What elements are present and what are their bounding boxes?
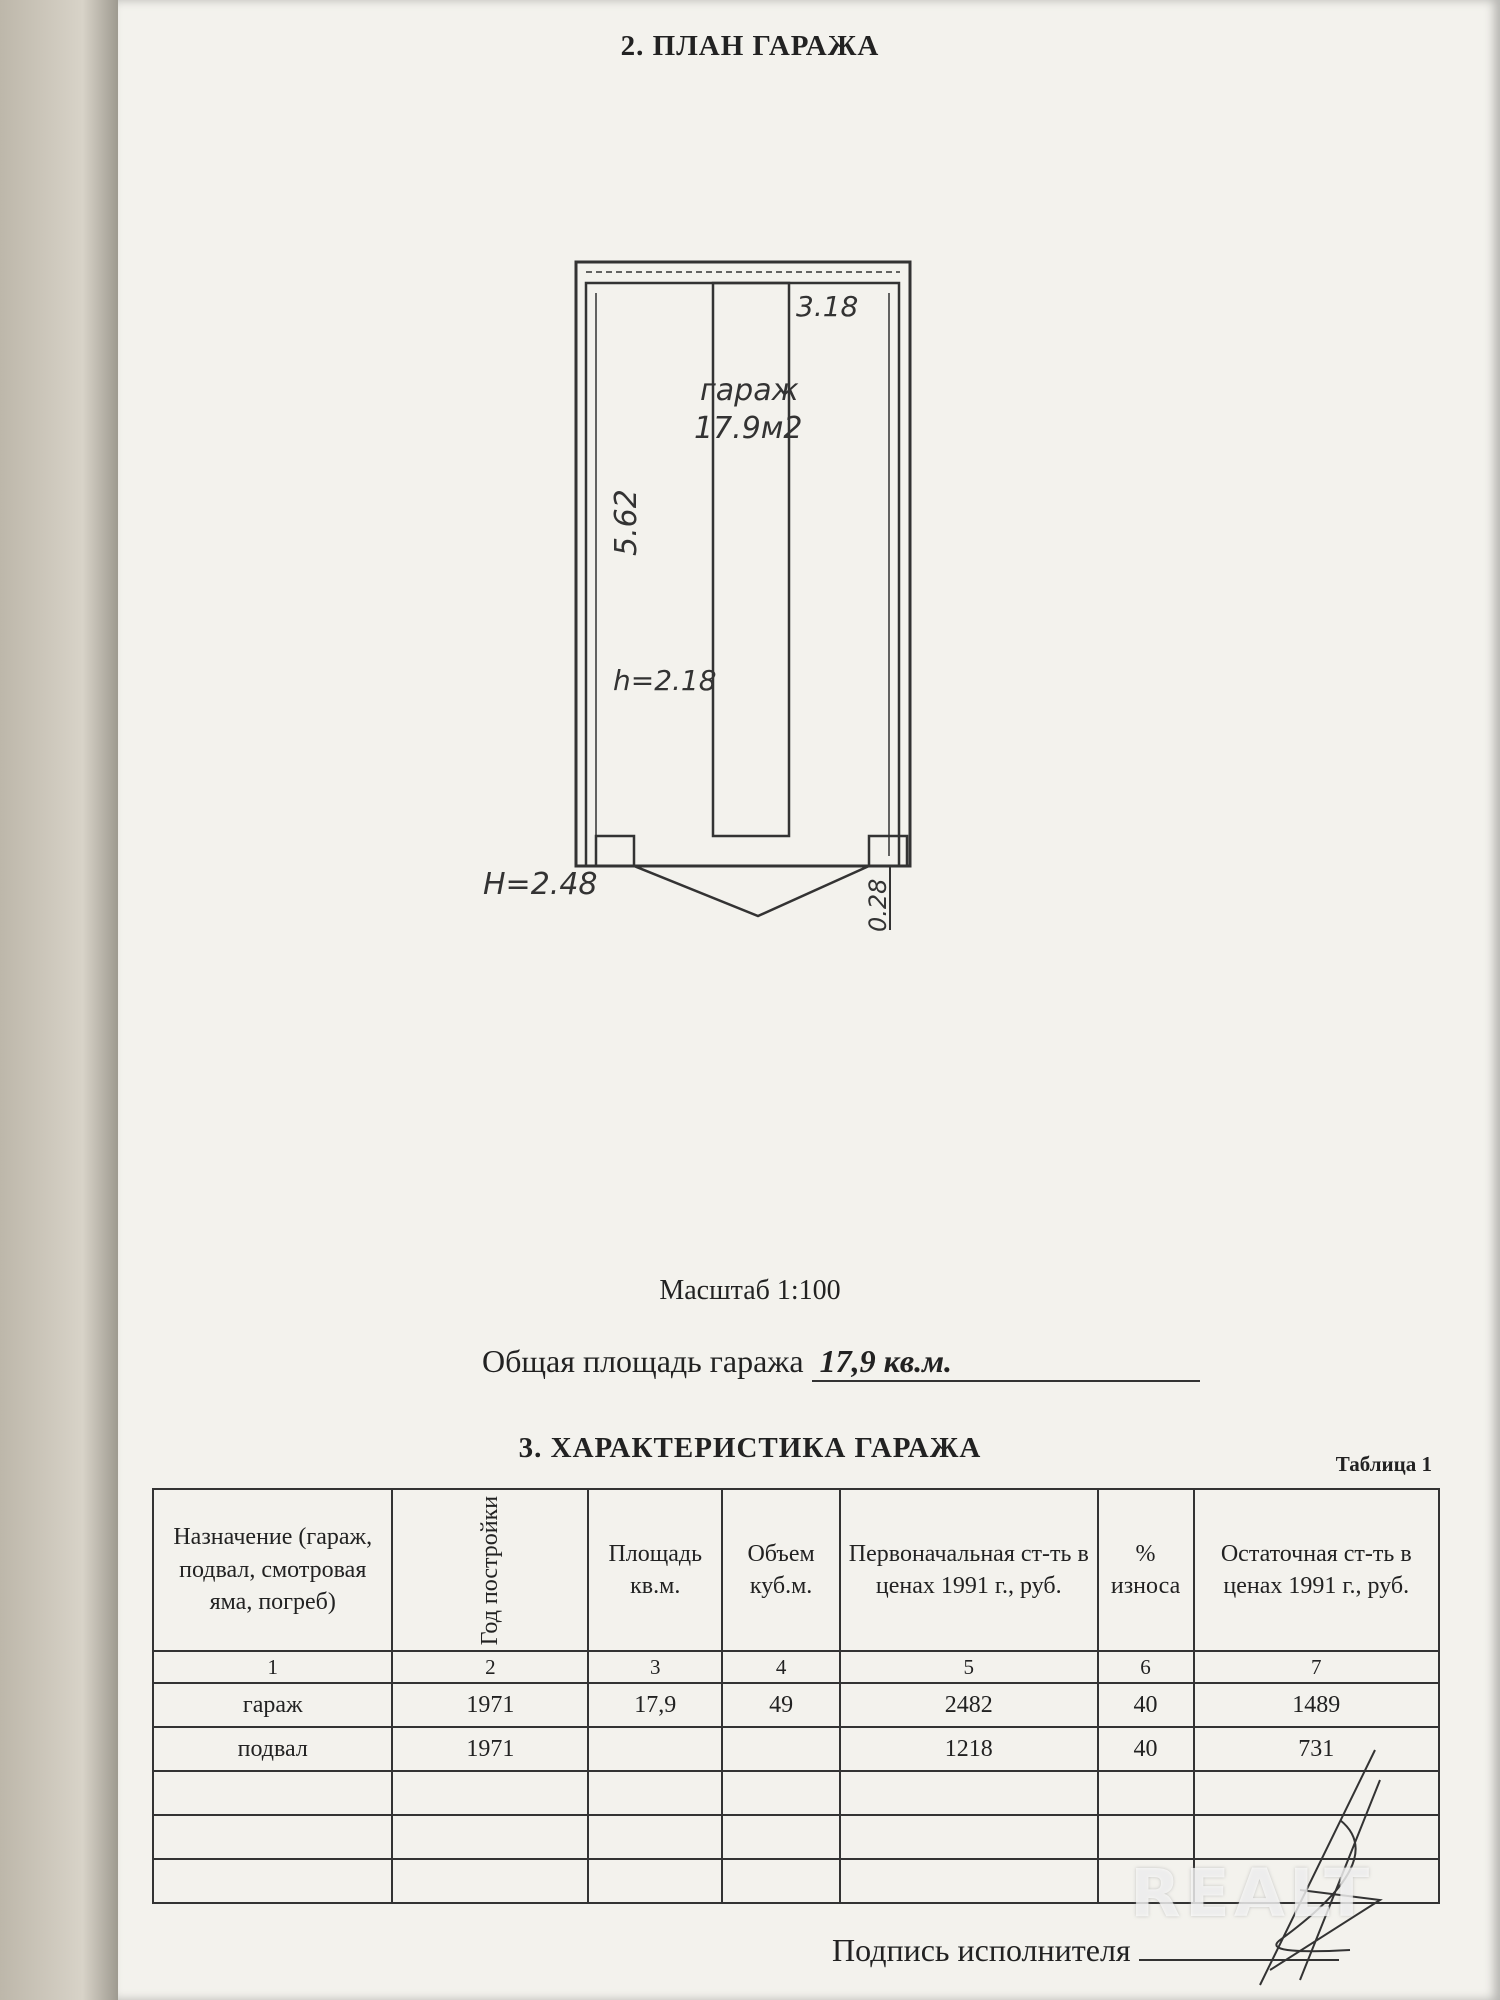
column-number: 7 bbox=[1194, 1651, 1439, 1683]
signature-underline bbox=[1139, 1959, 1339, 1961]
table-cell bbox=[840, 1771, 1098, 1815]
table-cell bbox=[153, 1771, 392, 1815]
signature-line bbox=[832, 1932, 1339, 1969]
table-cell bbox=[392, 1771, 588, 1815]
table-cell bbox=[840, 1859, 1098, 1903]
characteristics-title: 3. ХАРАКТЕРИСТИКА ГАРАЖА bbox=[518, 1432, 982, 1464]
right-column bbox=[869, 836, 907, 866]
column-number-row bbox=[153, 1651, 1439, 1683]
table-cell bbox=[722, 1727, 840, 1771]
table-cell bbox=[153, 1815, 392, 1859]
column-number: 6 bbox=[1098, 1651, 1194, 1683]
total-area-label: Общая площадь гаража bbox=[482, 1343, 804, 1379]
col-header-purpose: Назначение (гараж, подвал, смотровая яма, погреб) bbox=[153, 1489, 392, 1651]
room-area: 17.9м2 bbox=[694, 411, 803, 446]
table-cell: 1218 bbox=[840, 1727, 1098, 1771]
table-cell: 2482 bbox=[840, 1683, 1098, 1727]
col-header-area: Площадь кв.м. bbox=[588, 1489, 722, 1651]
column-number: 3 bbox=[588, 1651, 722, 1683]
table-cell: 17,9 bbox=[588, 1683, 722, 1727]
col-header-year: Год постройки bbox=[392, 1489, 588, 1651]
table-cell bbox=[153, 1859, 392, 1903]
table-cell bbox=[1098, 1815, 1194, 1859]
table-row bbox=[153, 1683, 1439, 1727]
wall-dim: 0.28 bbox=[864, 878, 892, 932]
table-cell bbox=[722, 1859, 840, 1903]
table-cell bbox=[722, 1815, 840, 1859]
table-cell: 40 bbox=[1098, 1727, 1194, 1771]
column-number: 2 bbox=[392, 1651, 588, 1683]
table-cell bbox=[722, 1771, 840, 1815]
table-header-row bbox=[153, 1489, 1439, 1651]
table-cell bbox=[588, 1771, 722, 1815]
signature-label: Подпись исполнителя bbox=[832, 1932, 1131, 1968]
table-cell: 1971 bbox=[392, 1683, 588, 1727]
table-label: Таблица 1 bbox=[1335, 1452, 1432, 1476]
column-number: 1 bbox=[153, 1651, 392, 1683]
inner-height: h=2.18 bbox=[613, 664, 717, 697]
gate-outline bbox=[634, 866, 869, 916]
plan-title: 2. ПЛАН ГАРАЖА bbox=[620, 30, 880, 62]
table-cell bbox=[588, 1815, 722, 1859]
inner-wall bbox=[586, 283, 899, 866]
column-number: 5 bbox=[840, 1651, 1098, 1683]
table-cell: 1489 bbox=[1194, 1683, 1439, 1727]
table-cell: 731 bbox=[1194, 1727, 1439, 1771]
left-column bbox=[596, 836, 634, 866]
table-cell bbox=[588, 1859, 722, 1903]
scale-label: Масштаб 1:100 bbox=[659, 1275, 841, 1306]
column-number: 4 bbox=[722, 1651, 840, 1683]
col-header-wear: % износа bbox=[1098, 1489, 1194, 1651]
outer-height: H=2.48 bbox=[483, 867, 598, 902]
col-header-initial-cost: Первоначальная ст-ть в ценах 1991 г., руб. bbox=[840, 1489, 1098, 1651]
table-cell bbox=[392, 1815, 588, 1859]
width-dim: 3.18 bbox=[796, 290, 859, 323]
col-header-residual-cost: Остаточная ст-ть в ценах 1991 г., руб. bbox=[1194, 1489, 1439, 1651]
table-cell bbox=[392, 1859, 588, 1903]
table-cell bbox=[840, 1815, 1098, 1859]
table-cell: гараж bbox=[153, 1683, 392, 1727]
table-cell: 1971 bbox=[392, 1727, 588, 1771]
inspection-pit bbox=[713, 283, 789, 836]
table-cell: 49 bbox=[722, 1683, 840, 1727]
total-area-line bbox=[482, 1343, 1200, 1382]
length-dim: 5.62 bbox=[609, 489, 644, 556]
outer-wall bbox=[576, 262, 910, 866]
table-cell: 40 bbox=[1098, 1683, 1194, 1727]
table-cell bbox=[588, 1727, 722, 1771]
total-area-value: 17,9 кв.м. bbox=[812, 1343, 1200, 1382]
table-cell bbox=[1098, 1771, 1194, 1815]
room-name: гараж bbox=[700, 373, 799, 408]
realt-watermark: REALT bbox=[1130, 1855, 1374, 1932]
table-cell: подвал bbox=[153, 1727, 392, 1771]
col-header-volume: Объем куб.м. bbox=[722, 1489, 840, 1651]
